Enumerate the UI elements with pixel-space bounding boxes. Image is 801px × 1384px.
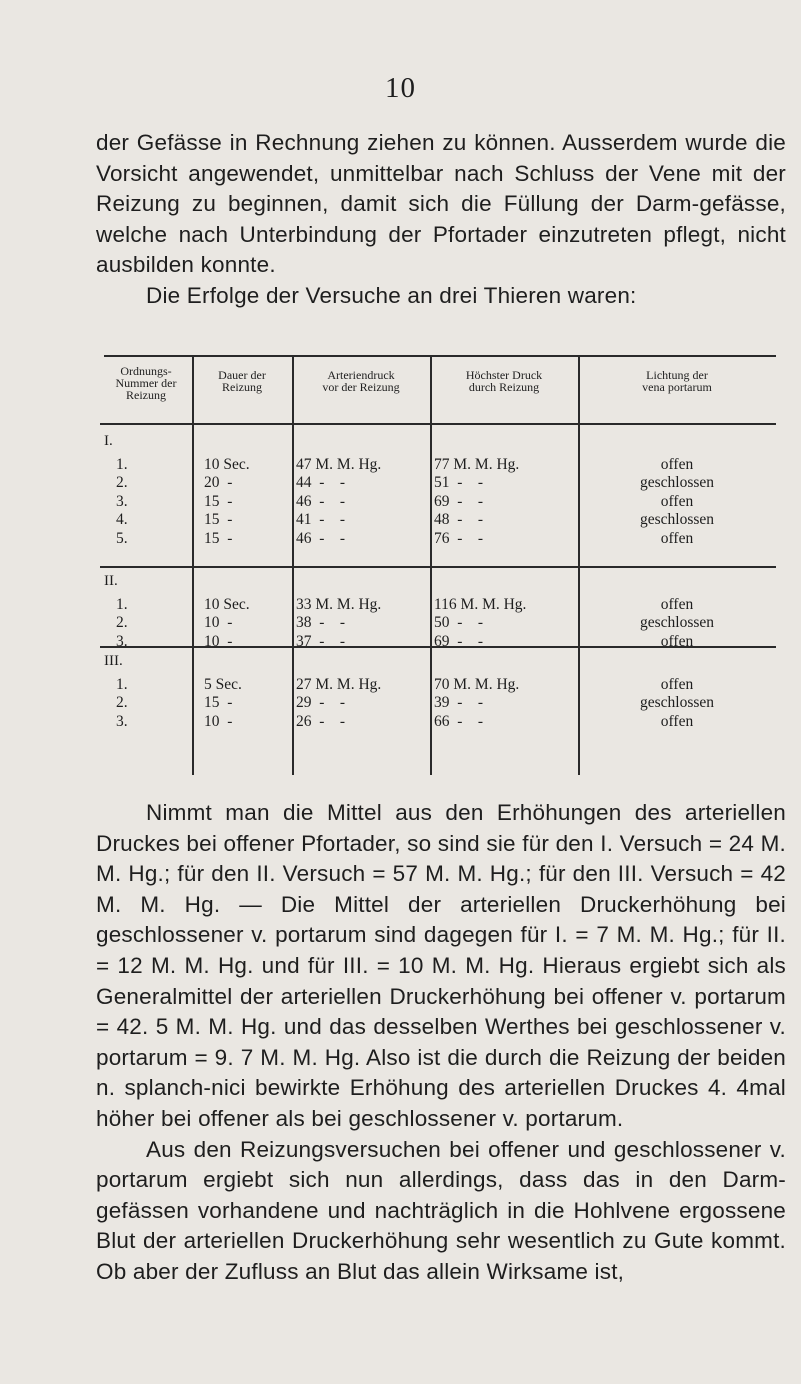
- cell-lichtung: geschlossen: [639, 614, 715, 631]
- cell-dauer: 20 -: [204, 474, 233, 491]
- cell-nr: 5.: [116, 529, 128, 547]
- results-table: [100, 355, 776, 792]
- outro-text: [96, 798, 786, 1288]
- cell-lichtung: geschlossen: [639, 474, 715, 491]
- header-line: Reizung: [222, 380, 262, 394]
- cell-dauer: 10 -: [204, 614, 233, 631]
- cell-dauer: 15 -: [204, 694, 233, 711]
- cell-lichtung: offen: [660, 632, 694, 650]
- header-line: Arteriendruck: [327, 368, 395, 382]
- cell-dauer: 5 Sec.: [204, 675, 242, 693]
- cell-arterien: 44 - -: [296, 474, 346, 491]
- cell-hoechst: 69 - -: [434, 492, 484, 510]
- cell-hoechst: 70 M. M. Hg.: [434, 675, 520, 693]
- cell-arterien: 47 M. M. Hg.: [296, 455, 382, 473]
- cell-hoechst: 48 - -: [434, 511, 484, 528]
- cell-lichtung: offen: [660, 492, 694, 510]
- cell-arterien: 29 - -: [296, 694, 346, 711]
- cell-nr: 1.: [116, 595, 128, 613]
- cell-nr: 3.: [116, 492, 128, 510]
- intro-lead-in: Die Erfolge der Versuche an drei Thieren waren:: [146, 282, 637, 308]
- cell-dauer: 10 Sec.: [204, 595, 250, 613]
- cell-lichtung: offen: [660, 712, 694, 730]
- group-label: II.: [104, 573, 118, 589]
- intro-text: [96, 128, 786, 312]
- cell-lichtung: offen: [660, 595, 694, 613]
- cell-hoechst: 51 - -: [434, 474, 484, 491]
- header-line: vena portarum: [642, 380, 712, 394]
- header-line: Lichtung der: [646, 368, 708, 382]
- header-line: Nummer der: [115, 376, 177, 390]
- header-bottom-rule: [100, 423, 776, 425]
- header-ordnungs-nummer: [100, 365, 192, 401]
- cell-nr: 4.: [116, 511, 128, 528]
- cell-arterien: 38 - -: [296, 614, 346, 631]
- cell-arterien: 33 M. M. Hg.: [296, 595, 382, 613]
- cell-hoechst: 76 - -: [434, 529, 484, 547]
- header-line: durch Reizung: [468, 380, 540, 394]
- cell-nr: 1.: [116, 675, 128, 693]
- cell-hoechst: 50 - -: [434, 614, 484, 631]
- outro-paragraph: Nimmt man die Mittel aus den Erhöhungen des arteriellen Druckes bei offener Pfortader, so sind sie für den I. Versuch = 24 M. M. Hg.; für den II. Versuch = 57 M. M. Hg.; für den III. Versuch = 42 M. M. Hg. — Die Mittel der arteriellen Druckerhöhung bei geschlossener v. portarum sind dagegen für I. = 7 M. M. Hg.; für II. = 12 M. M. Hg. und für III. = 10 M. M. Hg. Hieraus ergiebt sich als Generalmittel der arteriellen Druckerhöhung bei offener v. portarum = 42. 5 M. M. Hg. und das desselben Werthes bei geschlossener v. portarum = 9. 7 M. M. Hg. Also ist die durch die Reizung der beiden n. splanch-nici bewirkte Erhöhung des arteriellen Druckes 4. 4mal höher bei offener als bei geschlossener v. portarum.: [96, 800, 786, 1131]
- cell-lichtung: geschlossen: [639, 511, 715, 528]
- cell-arterien: 26 - -: [296, 712, 346, 730]
- header-line: vor der Reizung: [322, 380, 400, 394]
- cell-nr: 3.: [116, 712, 128, 730]
- cell-arterien: 37 - -: [296, 632, 346, 650]
- cell-hoechst: 116 M. M. Hg.: [434, 595, 527, 613]
- cell-hoechst: 39 - -: [434, 694, 484, 711]
- cell-nr: 2.: [116, 694, 128, 711]
- group-label: III.: [104, 653, 123, 669]
- header-line: Reizung: [126, 388, 166, 402]
- cell-arterien: 46 - -: [296, 492, 346, 510]
- cell-lichtung: geschlossen: [639, 694, 715, 711]
- cell-lichtung: offen: [660, 455, 694, 473]
- cell-arterien: 46 - -: [296, 529, 346, 547]
- cell-hoechst: 69 - -: [434, 632, 484, 650]
- column-divider: [292, 357, 294, 775]
- cell-dauer: 10 -: [204, 632, 233, 650]
- column-divider: [192, 357, 194, 775]
- cell-dauer: 15 -: [204, 511, 233, 528]
- header-lichtung: [578, 369, 776, 393]
- header-dauer: [192, 369, 292, 393]
- group-label: I.: [104, 433, 113, 449]
- cell-nr: 2.: [116, 474, 128, 491]
- cell-dauer: 10 Sec.: [204, 455, 250, 473]
- cell-arterien: 27 M. M. Hg.: [296, 675, 382, 693]
- cell-dauer: 15 -: [204, 492, 233, 510]
- page-number: 10: [385, 72, 416, 104]
- header-hoechster-druck: [430, 369, 578, 393]
- cell-nr: 3.: [116, 632, 128, 650]
- table-top-rule: [104, 355, 776, 357]
- column-divider: [430, 357, 432, 775]
- cell-dauer: 10 -: [204, 712, 233, 730]
- cell-lichtung: offen: [660, 675, 694, 693]
- header-arteriendruck: [292, 369, 430, 393]
- header-line: Dauer der: [218, 368, 266, 382]
- cell-hoechst: 77 M. M. Hg.: [434, 455, 520, 473]
- header-line: Höchster Druck: [465, 368, 543, 382]
- group-rule: [100, 566, 776, 568]
- cell-lichtung: offen: [660, 529, 694, 547]
- cell-hoechst: 66 - -: [434, 712, 484, 730]
- outro-paragraph: Aus den Reizungsversuchen bei offener und geschlossener v. portarum ergiebt sich nun allerdings, dass das in den Darm-gefässen vorhandene und nachträglich in die Hohlvene ergossene Blut der arteriellen Druckerhöhung sehr wesentlich zu Gute kommt. Ob aber der Zufluss an Blut das allein Wirksame ist,: [96, 1136, 786, 1284]
- cell-nr: 1.: [116, 455, 128, 473]
- cell-nr: 2.: [116, 614, 128, 631]
- intro-paragraph: der Gefässe in Rechnung ziehen zu können. Ausserdem wurde die Vorsicht angewendet, unmittelbar nach Schluss der Vene mit der Reizung zu beginnen, damit sich die Füllung der Darm-gefässe, welche nach Unterbindung der Pfortader einzutreten pflegt, nicht ausbilden konnte.: [96, 130, 786, 278]
- header-line: Ordnungs-: [120, 364, 172, 378]
- cell-dauer: 15 -: [204, 529, 233, 547]
- cell-arterien: 41 - -: [296, 511, 346, 528]
